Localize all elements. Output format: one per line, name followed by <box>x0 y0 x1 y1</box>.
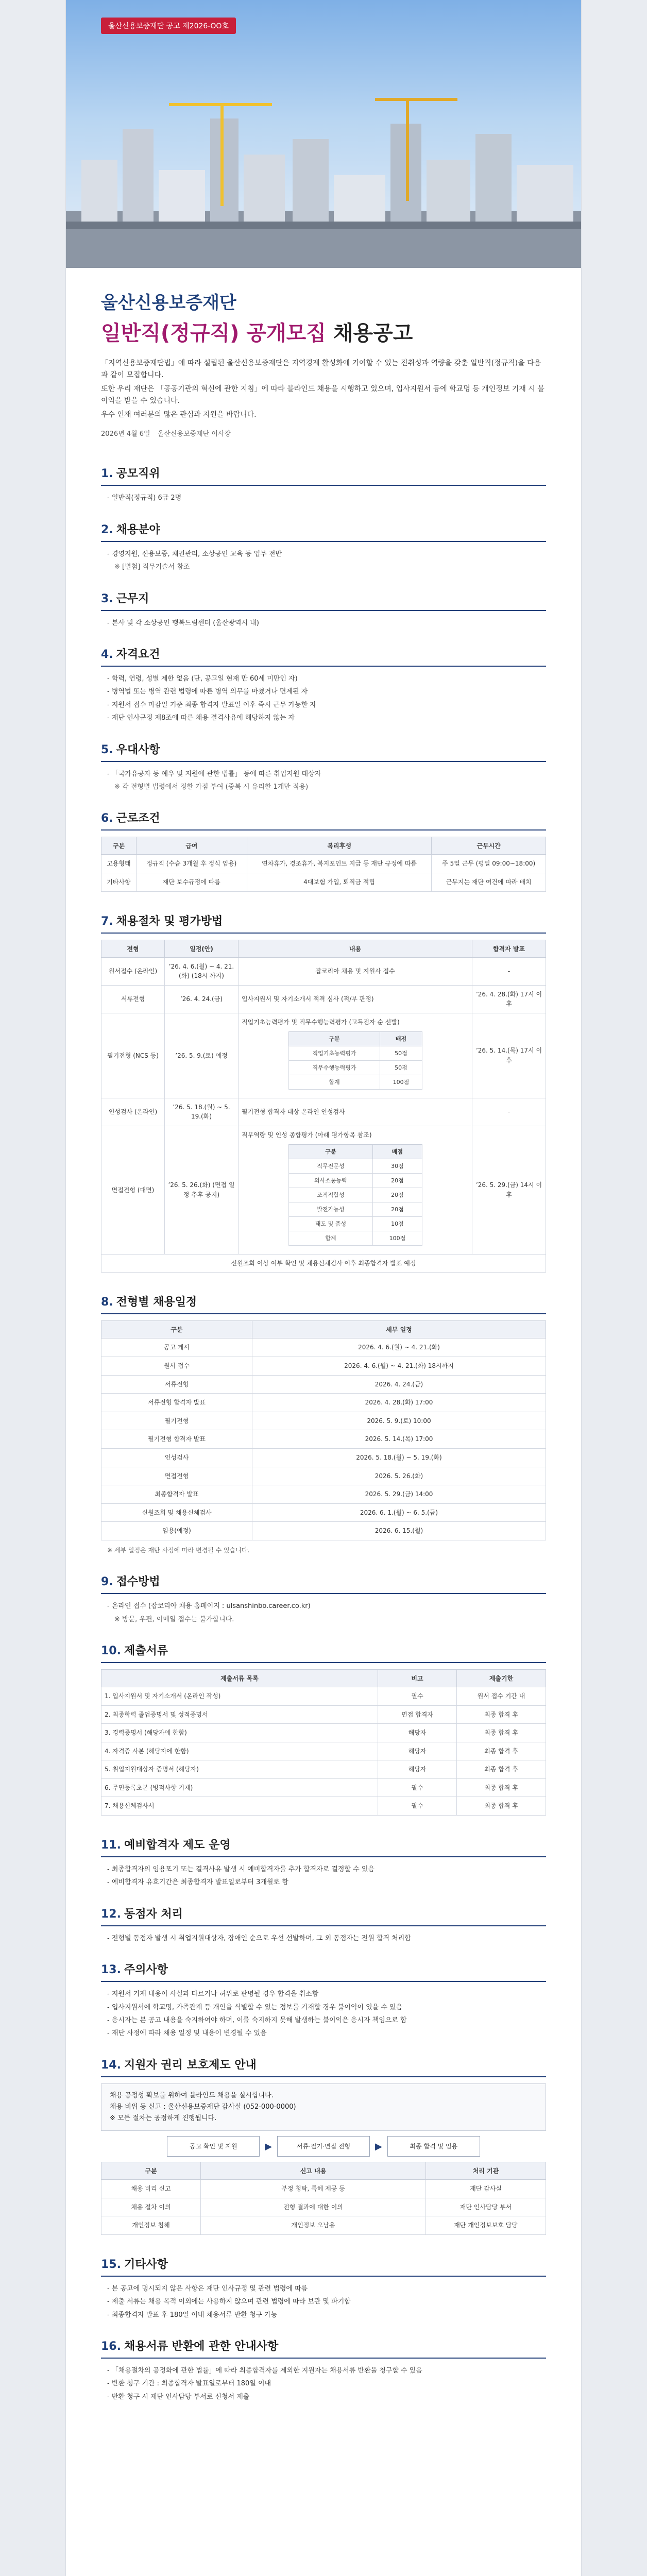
title-accent: 일반직(정규직) 공개모집 <box>101 321 326 345</box>
table-row: 필기전형 (NCS 등) ’26. 5. 9.(토) 예정 직업기초능력평가 및 직무수행능력평가 (고득점자 순 선발) 구분 배점 직업기초능력평가 50점 직무수행능력평가 50점 합계 100점 ’26. 5. 14.(목) 17시 이후 <box>101 1013 546 1098</box>
section-heading: 2. 채용분야 <box>101 521 546 542</box>
table-row: 신원조회 이상 여부 확인 및 채용신체검사 이후 최종합격자 발표 예정 <box>101 1254 546 1273</box>
intro-paragraph: 「지역신용보증재단법」에 따라 설립된 울산신용보증재단은 지역경제 활성화에 기여할 수 있는 진취성과 역량을 갖춘 일반직(정규직)을 다음과 같이 모집합니다. <box>101 359 541 380</box>
table-row: 인성검사 (온라인) ’26. 5. 18.(월) ~ 5. 19.(화) 필기전형 합격자 대상 온라인 인성검사 - <box>101 1098 546 1126</box>
schedule-note: ※ 세부 일정은 재단 사정에 따라 변경될 수 있습니다. <box>107 1546 250 1554</box>
flow-step: 서류·필기·면접 전형 <box>277 2136 370 2157</box>
section-heading: 4. 자격요건 <box>101 646 546 667</box>
interview-score-table: 구분 배점 직무전문성 30점 의사소통능력 20점 조직적합성 20점 발전가능성 20점 태도 및 품성 10점 합계 100점 <box>288 1144 422 1246</box>
announcement-date: 2026년 4월 6일 <box>101 430 150 438</box>
organization-name: 울산신용보증재단 <box>101 293 236 313</box>
section-heading: 10. 제출서류 <box>101 1642 546 1663</box>
section-preferences <box>66 730 581 799</box>
table-row: 인성검사 2026. 5. 18.(월) ~ 5. 19.(화) <box>101 1448 546 1467</box>
table-row: 신원조회 및 채용신체검사 2026. 6. 1.(월) ~ 6. 5.(금) <box>101 1503 546 1522</box>
section-line: - 반환 청구 기간 : 최종합격자 발표일로부터 180일 이내 <box>107 2378 546 2389</box>
section-schedule <box>66 1282 581 1562</box>
section-heading: 1. 공모직위 <box>101 465 546 486</box>
table-row: 원서 접수 2026. 4. 6.(월) ~ 4. 21.(화) 18시까지 <box>101 1357 546 1376</box>
table-row: 공고 게시 2026. 4. 6.(월) ~ 4. 21.(화) <box>101 1338 546 1357</box>
written-test-score-table: 구분 배점 직업기초능력평가 50점 직무수행능력평가 50점 합계 100점 <box>288 1031 422 1090</box>
table-row: 7. 채용신체검사서 필수 최종 합격 후 <box>101 1797 546 1816</box>
table-row: 서류전형 2026. 4. 24.(금) <box>101 1375 546 1394</box>
title-rest: 채용공고 <box>333 321 413 345</box>
table-header: 복리후생 <box>247 837 432 855</box>
section-line: - 전형별 동점자 발생 시 취업지원대상자, 장애인 순으로 우선 선발하며, 그 외 동점자는 전원 합격 처리함 <box>107 1933 546 1944</box>
section-heading: 14. 지원자 권리 보호제도 안내 <box>101 2056 546 2077</box>
section-line: ※ 각 전형별 법령에서 정한 가점 부여 (중복 시 유리한 1개만 적용) <box>114 783 309 791</box>
section-line: - 「국가유공자 등 예우 및 지원에 관한 법률」 등에 따른 취업지원 대상자 <box>107 768 546 780</box>
section-working-conditions <box>66 798 581 901</box>
section-applicant-rights <box>66 2045 581 2244</box>
section-heading: 11. 예비합격자 제도 운영 <box>101 1836 546 1857</box>
table-row: 서류전형 합격자 발표 2026. 4. 28.(화) 17:00 <box>101 1394 546 1412</box>
announcement-meta <box>101 428 546 438</box>
table-row: 면접전형 (대면) ’26. 5. 26.(화) (면접 일정 추후 공지) 직무역량 및 인성 종합평가 (아래 평가항목 참조) 구분 배점 직무전문성 30점 의사소통능력 20점 조직적합성 20점 발전가능성 20점 태도 및 품성 10점 합계 100점 ’26. 5. 29.(금) 14시 이후 <box>101 1126 546 1254</box>
section-line: - 최종합격자 발표 후 180일 이내 채용서류 반환 청구 가능 <box>107 2309 546 2321</box>
section-document-return <box>66 2326 581 2408</box>
section-heading: 3. 근무지 <box>101 590 546 611</box>
section-line: - 본 공고에 명시되지 않은 사항은 재단 인사규정 및 관련 법령에 따름 <box>107 2283 546 2295</box>
table-header: 급여 <box>136 837 247 855</box>
table-row: 4. 자격증 사본 (해당자에 한함) 해당자 최종 합격 후 <box>101 1742 546 1760</box>
job-posting-page <box>66 0 581 2576</box>
section-heading: 15. 기타사항 <box>101 2256 546 2277</box>
intro-section <box>66 268 581 453</box>
table-row: 임용(예정) 2026. 6. 15.(월) <box>101 1522 546 1540</box>
table-row: 필기전형 2026. 5. 9.(토) 10:00 <box>101 1412 546 1430</box>
intro-paragraph: 또한 우리 재단은 「공공기관의 혁신에 관한 지침」에 따라 블라인드 채용을 시행하고 있으며, 입사지원서 등에 학교명 등 개인정보 기재 시 불이익을 받을 수 있습니다. <box>101 385 544 405</box>
section-tie-rules <box>66 1894 581 1950</box>
table-header: 근무시간 <box>432 837 546 855</box>
table-row: 2. 최종학력 졸업증명서 및 성적증명서 면접 합격자 최종 합격 후 <box>101 1705 546 1724</box>
section-line: - 「채용절차의 공정화에 관한 법률」에 따라 최종합격자를 제외한 지원자는 채용서류 반환을 청구할 수 있음 <box>107 2365 546 2377</box>
section-line: ※ 방문, 우편, 이메일 접수는 불가합니다. <box>114 1615 234 1623</box>
table-row: 채용 비리 신고 부정 청탁, 특혜 제공 등 재단 감사실 <box>101 2180 546 2198</box>
working-conditions-table <box>101 837 546 891</box>
table-row: 원서접수 (온라인) ’26. 4. 6.(월) ~ 4. 21.(화) (18시 까지) 잡코리아 채용 및 지원사 접수 - <box>101 957 546 985</box>
section-heading: 13. 주의사항 <box>101 1961 546 1982</box>
table-row: 1. 입사지원서 및 자기소개서 (온라인 작성) 필수 원서 접수 기간 내 <box>101 1687 546 1705</box>
table-row: 기타사항 재단 보수규정에 따름 4대보험 가입, 퇴직금 적립 근무지는 재단 여건에 따라 배치 <box>101 873 546 891</box>
rights-table: 구분 신고 내용 처리 기관 채용 비리 신고 부정 청탁, 특혜 제공 등 재단 감사실 채용 절차 이의 전형 결과에 대한 이의 재단 인사담당 부서 개인정보 침해 개인정보 오남용 재단 개인정보보호 담당 <box>101 2162 546 2235</box>
section-heading: 12. 동점자 처리 <box>101 1905 546 1926</box>
section-line: - 입사지원서에 학교명, 가족관계 등 개인을 식별할 수 있는 정보를 기재할 경우 불이익이 있을 수 있음 <box>107 2002 546 2013</box>
process-flow <box>101 2136 546 2157</box>
schedule-table: 구분 세부 일정 공고 게시 2026. 4. 6.(월) ~ 4. 21.(화) 원서 접수 2026. 4. 6.(월) ~ 4. 21.(화) 18시까지 서류전형 2026. 4. 24.(금) 서류전형 합격자 발표 2026. 4. 28.(화) 17:00 필기전형 2026. 5. 9.(토) 10:00 필기전형 합격자 발표 2026. 5. 14.(목) 17:00 인성검사 2026. 5. 18.(월) ~ 5. 19.(화) 면접전형 2026. 5. 26.(화) 최종합격자 발표 2026. 5. 29.(금) 14:00 신원조회 및 채용신체검사 2026. 6. 1.(월) ~ 6. 5.(금) 임용(예정) 2026. 6. 15.(월) <box>101 1320 546 1540</box>
table-row: 서류전형 ’26. 4. 24.(금) 입사지원서 및 자기소개서 적격 심사 (적/부 판정) ’26. 4. 28.(화) 17시 이후 <box>101 985 546 1013</box>
section-line: - 최종합격자의 임용포기 또는 결격사유 발생 시 예비합격자를 추가 합격자로 결정할 수 있음 <box>107 1863 546 1875</box>
announcement-signatory: 울산신용보증재단 이사장 <box>157 430 231 438</box>
section-line: - 재단 인사규정 제8조에 따른 채용 결격사유에 해당하지 않는 자 <box>107 712 546 724</box>
selection-process-table: 전형 일정(안) 내용 합격자 발표 원서접수 (온라인) ’26. 4. 6.(월) ~ 4. 21.(화) (18시 까지) 잡코리아 채용 및 지원사 접수 - 서류전형 ’26. 4. 24.(금) 입사지원서 및 자기소개서 적격 심사 (적/부 판정) ’26. 4. 28.(화) 17시 이후 필기전형 (NCS 등) ’26. 5. 9.(토) 예정 직업기초능력평가 및 직무수행능력평가 (고득점자 순 선발) 구분 배점 직업기초능력평가 50점 직무수행능력평가 50점 합계 100점 ’26. 5. 14.(목) 17시 이후 인성검사 (온라인) ’26. 5. 18.(월) ~ 5. 19.(화) 필기전형 합격자 대상 온라인 인성검사 - 면접전형 (대면) ’26. 5. 26.(화) (면접 일정 추후 공지) 직무역량 및 인성 종합평가 (아래 평가항목 참조) 구분 배점 직무전문성 30점 의사소통능력 20점 조직적합성 20점 발전가능성 20점 태도 및 품성 10점 합계 100점 ’26. 5. 29.(금) 14시 이후 신원조회 이상 여부 확인 및 채용신체검사 이후 최종합격자 발표 예정 <box>101 940 546 1273</box>
section-application-method <box>66 1562 581 1631</box>
page-title <box>101 317 546 346</box>
table-row: 6. 주민등록초본 (병적사항 기재) 필수 최종 합격 후 <box>101 1778 546 1797</box>
section-line: ※ [별첨] 직무기술서 참조 <box>114 563 190 571</box>
section-line: - 예비합격자 유효기간은 최종합격자 발표일로부터 3개월로 함 <box>107 1876 546 1888</box>
section-line: - 지원서 기재 내용이 사실과 다르거나 허위로 판명될 경우 합격을 취소함 <box>107 1988 546 2000</box>
table-row: 면접전형 2026. 5. 26.(화) <box>101 1467 546 1485</box>
section-heading: 5. 우대사항 <box>101 741 546 762</box>
section-qualifications <box>66 634 581 730</box>
section-line: - 응시자는 본 공고 내용을 숙지하여야 하며, 이를 숙지하지 못해 발생하는 불이익은 응시자 책임으로 함 <box>107 2014 546 2026</box>
table-row: 5. 취업지원대상자 증명서 (해당자) 해당자 최종 합격 후 <box>101 1760 546 1779</box>
announcement-tag: 울산신용보증재단 공고 제2026-OO호 <box>101 18 236 34</box>
section-line: - 반환 청구 시 재단 인사담당 부서로 신청서 제출 <box>107 2391 546 2403</box>
table-row: 3. 경력증명서 (해당자에 한함) 해당자 최종 합격 후 <box>101 1724 546 1742</box>
section-heading: 16. 채용서류 반환에 관한 안내사항 <box>101 2337 546 2359</box>
intro-paragraph: 우수 인재 여러분의 많은 관심과 지원을 바랍니다. <box>101 411 257 419</box>
section-cautions <box>66 1950 581 2045</box>
section-heading: 9. 접수방법 <box>101 1573 546 1594</box>
section-reserve-candidates <box>66 1825 581 1894</box>
arrow-right-icon: ▶ <box>375 2141 382 2152</box>
documents-table: 제출서류 목록 비고 제출기한 1. 입사지원서 및 자기소개서 (온라인 작성) 필수 원서 접수 기간 내 2. 최종학력 졸업증명서 및 성적증명서 면접 합격자 최종 합격 후 3. 경력증명서 (해당자에 한함) 해당자 최종 합격 후 4. 자격증 사본 (해당자에 한함) 해당자 최종 합격 후 5. 취업지원대상자 증명서 (해당자) 해당자 최종 합격 후 6. 주민등록초본 (병적사항 기재) 필수 최종 합격 후 7. 채용신체검사서 필수 최종 합격 후 <box>101 1669 546 1816</box>
flow-step: 공고 확인 및 지원 <box>167 2136 260 2157</box>
section-line: - 병역법 또는 병역 관련 법령에 따른 병역 의무를 마쳤거나 면제된 자 <box>107 686 546 698</box>
section-fields <box>66 510 581 579</box>
table-row: 개인정보 침해 개인정보 오남용 재단 개인정보보호 담당 <box>101 2216 546 2235</box>
application-link[interactable]: - 온라인 접수 (잡코리아 채용 홈페이지 : ulsanshinbo.career.co.kr) <box>107 1600 546 1612</box>
section-line: - 제출 서류는 채용 목적 이외에는 사용하지 않으며 관련 법령에 따라 보관 및 파기함 <box>107 2296 546 2308</box>
rights-info-box: 채용 공정성 확보를 위하여 블라인드 채용을 실시합니다. 채용 비위 등 신고 : 울산신용보증재단 감사실 (052-000-0000) ※ 모든 절차는 공정하게 진행됩니다. <box>101 2083 546 2131</box>
table-row: 필기전형 합격자 발표 2026. 5. 14.(목) 17:00 <box>101 1430 546 1449</box>
section-heading: 8. 전형별 채용일정 <box>101 1293 546 1314</box>
section-other <box>66 2244 581 2326</box>
section-line: - 본사 및 각 소상공인 행복드림센터 (울산광역시 내) <box>107 617 546 629</box>
section-selection-process <box>66 901 581 1282</box>
table-row: 고용형태 정규직 (수습 3개월 후 정식 임용) 연차휴가, 경조휴가, 복지포인트 지급 등 재단 규정에 따름 주 5일 근무 (평일 09:00~18:00) <box>101 855 546 873</box>
table-header: 구분 <box>101 837 137 855</box>
section-line: - 학력, 연령, 성별 제한 없음 (단, 공고일 현재 만 60세 미만인 자) <box>107 673 546 685</box>
section-heading: 6. 근로조건 <box>101 809 546 831</box>
flow-step: 최종 합격 및 임용 <box>387 2136 480 2157</box>
city-skyline-illustration <box>66 98 581 268</box>
section-line: - 지원서 접수 마감일 기준 최종 합격자 발표일 이후 즉시 근무 가능한 자 <box>107 699 546 711</box>
section-documents <box>66 1631 581 1825</box>
arrow-right-icon: ▶ <box>265 2141 272 2152</box>
section-line: - 재단 사정에 따라 채용 일정 및 내용이 변경될 수 있음 <box>107 2027 546 2039</box>
section-line: - 일반직(정규직) 6급 2명 <box>107 492 546 504</box>
table-row: 채용 절차 이의 전형 결과에 대한 이의 재단 인사담당 부서 <box>101 2198 546 2216</box>
table-row: 최종합격자 발표 2026. 5. 29.(금) 14:00 <box>101 1485 546 1504</box>
section-line: - 경영지원, 신용보증, 채권관리, 소상공인 교육 등 업무 전반 <box>107 548 546 560</box>
section-positions <box>66 453 581 509</box>
section-heading: 7. 채용절차 및 평가방법 <box>101 912 546 934</box>
section-workplace <box>66 579 581 634</box>
hero-banner <box>66 0 581 268</box>
